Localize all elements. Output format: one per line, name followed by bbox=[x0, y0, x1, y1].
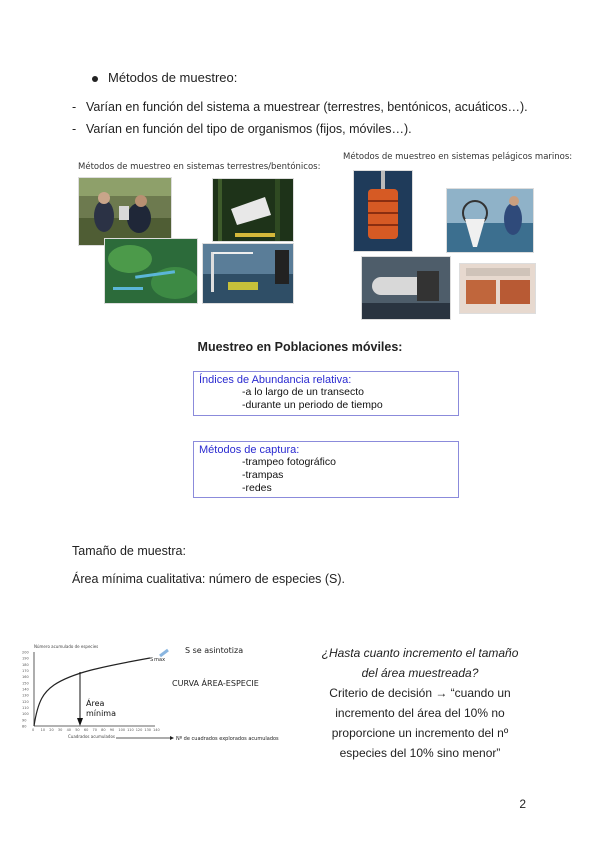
min-area-word-1: Área bbox=[86, 699, 105, 708]
curve-x-tick-label: 20 bbox=[49, 728, 54, 732]
photo-ctd-device bbox=[361, 256, 451, 320]
x-axis-arrowhead-icon bbox=[170, 736, 174, 740]
min-area-arrowhead-icon bbox=[77, 718, 83, 726]
curve-name: CURVA ÁREA-ESPECIE bbox=[172, 679, 259, 688]
photo-field-sampling bbox=[78, 177, 172, 246]
curve-y-tick-label: 160 bbox=[22, 675, 29, 680]
curve-x-tick-label: 50 bbox=[75, 728, 80, 732]
forest-trap-image bbox=[213, 179, 293, 241]
curve-y-tick-label: 200 bbox=[22, 650, 29, 655]
photo-underwater-transect bbox=[104, 238, 198, 304]
page-number: 2 bbox=[519, 797, 526, 811]
curve-y-tick-label: 120 bbox=[22, 699, 29, 704]
curve-y-tick-label: 80 bbox=[22, 724, 27, 729]
underwater-transect-image bbox=[105, 239, 197, 303]
abundance-item-1: -a lo largo de un transecto bbox=[242, 386, 364, 398]
photo-orange-sampler bbox=[353, 170, 413, 252]
methods-heading bbox=[92, 70, 237, 85]
capture-item-1: -trampeo fotográfico bbox=[242, 456, 336, 468]
question-block bbox=[312, 643, 528, 763]
curve-y-tick-label: 90 bbox=[22, 718, 27, 723]
species-area-curve-svg bbox=[20, 640, 310, 745]
plankton-net-image bbox=[447, 189, 533, 252]
curve-y-tick-label: 140 bbox=[22, 687, 29, 692]
min-area-word-2: mínima bbox=[86, 709, 117, 718]
dash-item-1-text: Varían en función del sistema a muestrear (terrestres, bentónicos, acuáticos…). bbox=[86, 100, 528, 114]
curve-y-tick-label: 110 bbox=[22, 706, 29, 710]
curve-x-tick-label: 0 bbox=[32, 728, 35, 732]
photo-sample-trays bbox=[459, 263, 536, 314]
dash-item-1: - Varían en función del sistema a muestrear (terrestres, bentónicos, acuáticos…). bbox=[72, 100, 528, 114]
curve-y-tick-label: 150 bbox=[22, 681, 29, 686]
curve-x-tick-label: 40 bbox=[66, 728, 72, 732]
curve-x-tick-label: 100 bbox=[118, 728, 126, 732]
photo-plankton-net bbox=[446, 188, 534, 253]
species-area-figure bbox=[20, 640, 310, 745]
methods-heading-text: Métodos de muestreo: bbox=[108, 70, 238, 85]
ctd-device-image bbox=[362, 257, 450, 319]
curve-x-tick-label: 110 bbox=[127, 728, 134, 732]
boat-dredge-image bbox=[203, 244, 293, 303]
abundance-box-head: Índices de Abundancia relativa: bbox=[199, 374, 352, 386]
abundance-box bbox=[193, 371, 459, 416]
field-sampling-image bbox=[79, 178, 171, 245]
min-area-label: Área mínima cualitativa: número de especies (S). bbox=[72, 572, 346, 586]
curve-x-tick-label: 120 bbox=[135, 728, 143, 732]
curve-y-axis-label: Número acumulado de especies bbox=[34, 644, 99, 649]
dash-item-2-text: Varían en función del tipo de organismos (fijos, móviles…). bbox=[86, 122, 412, 136]
curve-y-tick-label: 190 bbox=[22, 656, 29, 661]
curve-y-tick-label: 100 bbox=[22, 712, 29, 717]
sample-size-label: Tamaño de muestra: bbox=[72, 544, 186, 558]
curve-x-tick-label: 60 bbox=[83, 728, 89, 732]
curve-x-tick-label: 90 bbox=[109, 728, 115, 732]
curve-y-tick-label: 130 bbox=[22, 693, 29, 698]
curve-x-tick-label: 70 bbox=[92, 728, 97, 732]
capture-box-head: Métodos de captura: bbox=[199, 444, 300, 456]
curve-y-tick-label: 170 bbox=[22, 669, 29, 673]
terrestrial-caption: Métodos de muestreo en sistemas terrestres/bentónicos: bbox=[78, 162, 321, 172]
capture-box bbox=[193, 441, 459, 498]
capture-item-2: -trampas bbox=[242, 469, 284, 481]
x-axis-label: Nº de cuadrados explorados acumulados bbox=[176, 736, 279, 742]
question-italic: ¿Hasta cuanto incremento el tamaño del área muestreada? bbox=[321, 646, 519, 680]
curve-x-tick-label: 30 bbox=[57, 728, 63, 732]
curve-x-tick-label: 80 bbox=[101, 728, 106, 732]
asymptote-note: S se asintotiza bbox=[185, 646, 244, 655]
curve-end-label: S max bbox=[150, 657, 166, 663]
sample-trays-image bbox=[460, 264, 535, 313]
abundance-item-2: -durante un periodo de tiempo bbox=[242, 399, 383, 411]
curve-x-tick-label: 10 bbox=[40, 728, 46, 732]
mobile-populations-title: Muestreo en Poblaciones móviles: bbox=[197, 340, 403, 354]
curve-y-tick-label: 180 bbox=[22, 662, 29, 667]
orange-sampler-image bbox=[354, 171, 412, 251]
decision-criterion: Criterio de decisión → “cuando un incremento del área del 10% no proporcione un incremento del nº especies del 10% sino menor” bbox=[329, 686, 511, 760]
pelagic-caption: Métodos de muestreo en sistemas pelágicos marinos: bbox=[343, 152, 573, 162]
capture-item-3: -redes bbox=[242, 482, 272, 494]
asymptote-arrow bbox=[160, 650, 168, 656]
photo-forest-trap bbox=[212, 178, 294, 242]
bullet-dot-icon bbox=[92, 76, 98, 82]
x-tick-note: Cuadrados acumulados bbox=[68, 734, 116, 739]
dash-item-2: - Varían en función del tipo de organismos (fijos, móviles…). bbox=[72, 122, 412, 136]
curve-x-tick-label: 130 bbox=[144, 728, 152, 732]
curve-x-tick-label: 140 bbox=[153, 728, 160, 732]
photo-boat-dredge bbox=[202, 243, 294, 304]
